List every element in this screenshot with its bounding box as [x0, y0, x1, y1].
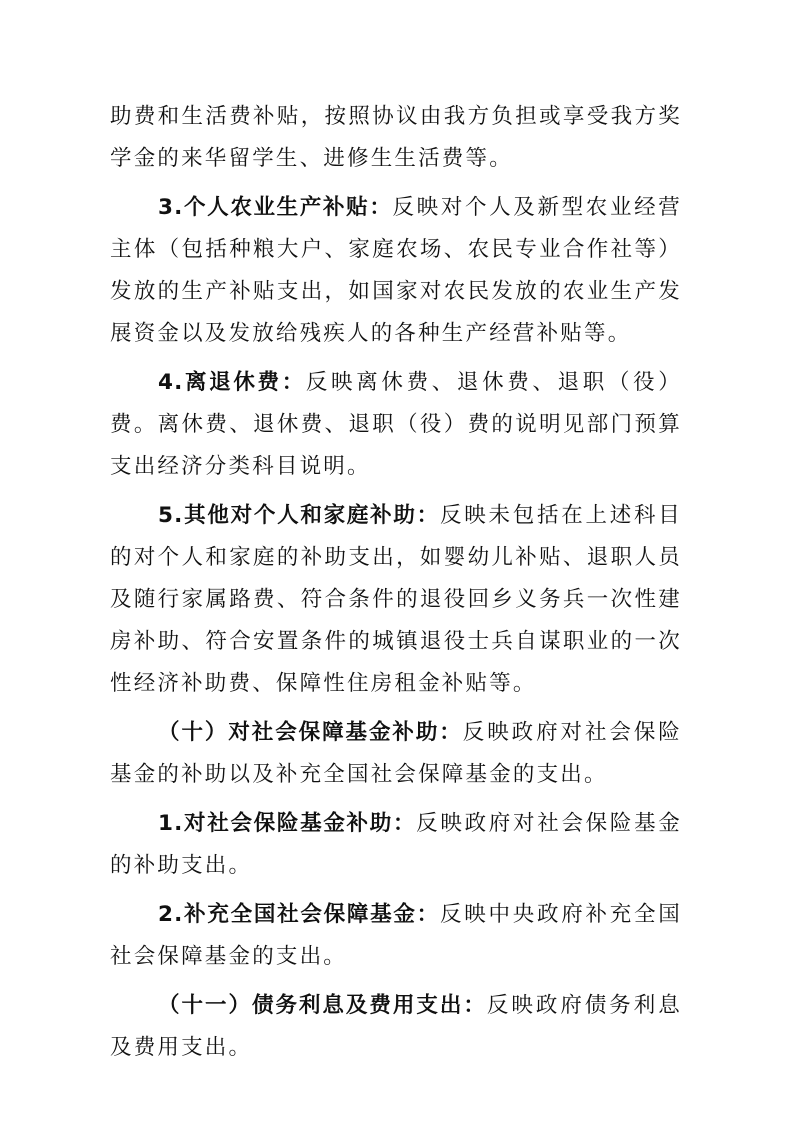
- paragraph-national-fund-supplement: [110, 894, 682, 978]
- paragraph-heading: 3.个人农业生产补贴：: [158, 195, 393, 220]
- paragraph-personal-agri-subsidy: [110, 187, 682, 355]
- paragraph-debt-interest: [110, 985, 682, 1069]
- paragraph-heading: （十一）债务利息及费用支出：: [158, 993, 487, 1018]
- paragraph-text: 助费和生活费补贴，按照协议由我方负担或享受我方奖学金的来华留学生、进修生生活费等。: [110, 104, 682, 171]
- document-body: [110, 96, 682, 1076]
- paragraph-continuation: [110, 96, 682, 180]
- paragraph-text: 反映政府对社会保险基金的补助支出。: [110, 811, 682, 878]
- paragraph-heading: 2.补充全国社会保障基金：: [158, 902, 440, 927]
- paragraph-heading: 4.离退休费：: [158, 370, 306, 395]
- paragraph-other-household-subsidy: [110, 495, 682, 705]
- paragraph-text: 反映政府对社会保险基金的补助以及补充全国社会保障基金的支出。: [110, 720, 682, 787]
- paragraph-text: 反映中央政府补充全国社会保障基金的支出。: [110, 902, 682, 969]
- paragraph-text: 反映政府债务利息及费用支出。: [110, 993, 682, 1060]
- paragraph-text: 反映未包括在上述科目的对个人和家庭的补助支出，如婴幼儿补贴、退职人员及随行家属路费、符合条件的退役回乡义务兵一次性建房补助、符合安置条件的城镇退役士兵自谋职业的一次性经济补助费、保障性住房租金补贴等。: [110, 503, 682, 696]
- paragraph-text: 反映离休费、退休费、退职（役）费。离休费、退休费、退职（役）费的说明见部门预算支出经济分类科目说明。: [110, 370, 682, 479]
- paragraph-heading: 1.对社会保险基金补助：: [158, 811, 417, 836]
- paragraph-heading: （十）对社会保障基金补助：: [158, 720, 463, 745]
- paragraph-social-security-fund: [110, 712, 682, 796]
- paragraph-text: 反映对个人及新型农业经营主体（包括种粮大户、家庭农场、农民专业合作社等）发放的生产补贴支出，如国家对农民发放的农业生产发展资金以及发放给残疾人的各种生产经营补贴等。: [110, 195, 683, 346]
- paragraph-heading: 5.其他对个人和家庭补助：: [158, 503, 440, 528]
- paragraph-retirement-fees: [110, 362, 682, 488]
- paragraph-social-insurance-subsidy: [110, 803, 682, 887]
